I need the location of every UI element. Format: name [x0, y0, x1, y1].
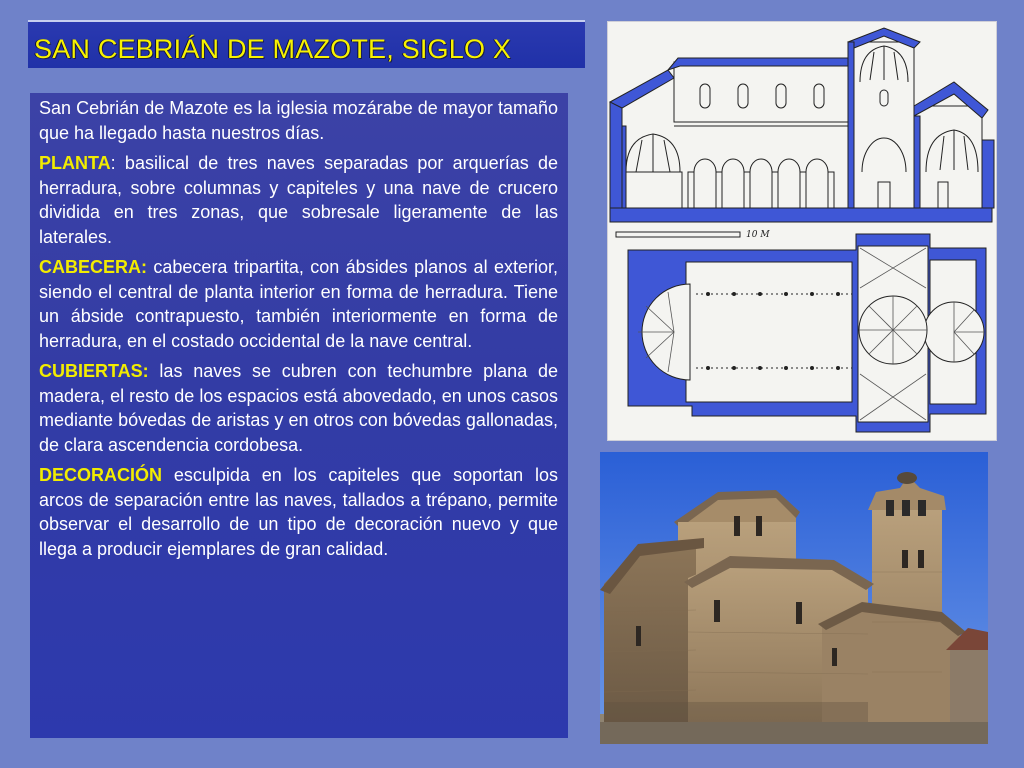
church-photo	[600, 452, 988, 744]
paragraph-text: San Cebrián de Mazote es la iglesia mozárabe de mayor tamaño que ha llegado hasta nuestros días.	[39, 98, 558, 143]
paragraph-text: las naves se cubren con techumbre plana de madera, el resto de los espacios está abovedado, en unos casos mediante bóvedas de aristas y en otros con bóvedas gallonadas, de clara ascendencia cordobesa.	[39, 361, 558, 455]
cabecera-paragraph	[39, 255, 558, 353]
church-plan-drawing	[607, 21, 997, 441]
slide-title-bar	[28, 20, 585, 68]
paragraph-keyword: CUBIERTAS:	[39, 361, 149, 381]
intro-paragraph	[39, 96, 558, 145]
paragraph-text: esculpida en los capiteles que soportan los arcos de separación entre las naves, tallados a trépano, permite observar el desarrollo de un tipo de decoración nuevo y que llega a producir ejemplares de gran calidad.	[39, 465, 558, 559]
longitudinal-section	[610, 28, 994, 222]
planta-paragraph	[39, 151, 558, 249]
paragraph-keyword: DECORACIÓN	[39, 465, 163, 485]
paragraph-text: cabecera tripartita, con ábsides planos al exterior, siendo el central de planta interior en forma de herradura. Tiene un ábside contrapuesto, también interiormente en forma de herradura, en el costado occidental de la nave central.	[39, 257, 558, 351]
cubiertas-paragraph	[39, 359, 558, 457]
scale-label: 10 M	[746, 230, 770, 240]
slide-title: SAN CEBRIÁN DE MAZOTE, SIGLO X	[34, 34, 512, 64]
floor-plan	[628, 234, 986, 432]
church-photo-svg	[600, 452, 988, 744]
paragraph-text: : basilical de tres naves separadas por arquerías de herradura, sobre columnas y capiteles y una nave de crucero dividida en tres zonas, que sobresale ligeramente de las laterales.	[39, 153, 558, 247]
paragraph-keyword: CABECERA:	[39, 257, 147, 277]
decoracion-paragraph	[39, 463, 558, 561]
description-text-box	[30, 93, 568, 738]
scale-bar	[616, 230, 770, 240]
paragraph-keyword: PLANTA	[39, 153, 111, 173]
plan-svg	[608, 22, 996, 440]
